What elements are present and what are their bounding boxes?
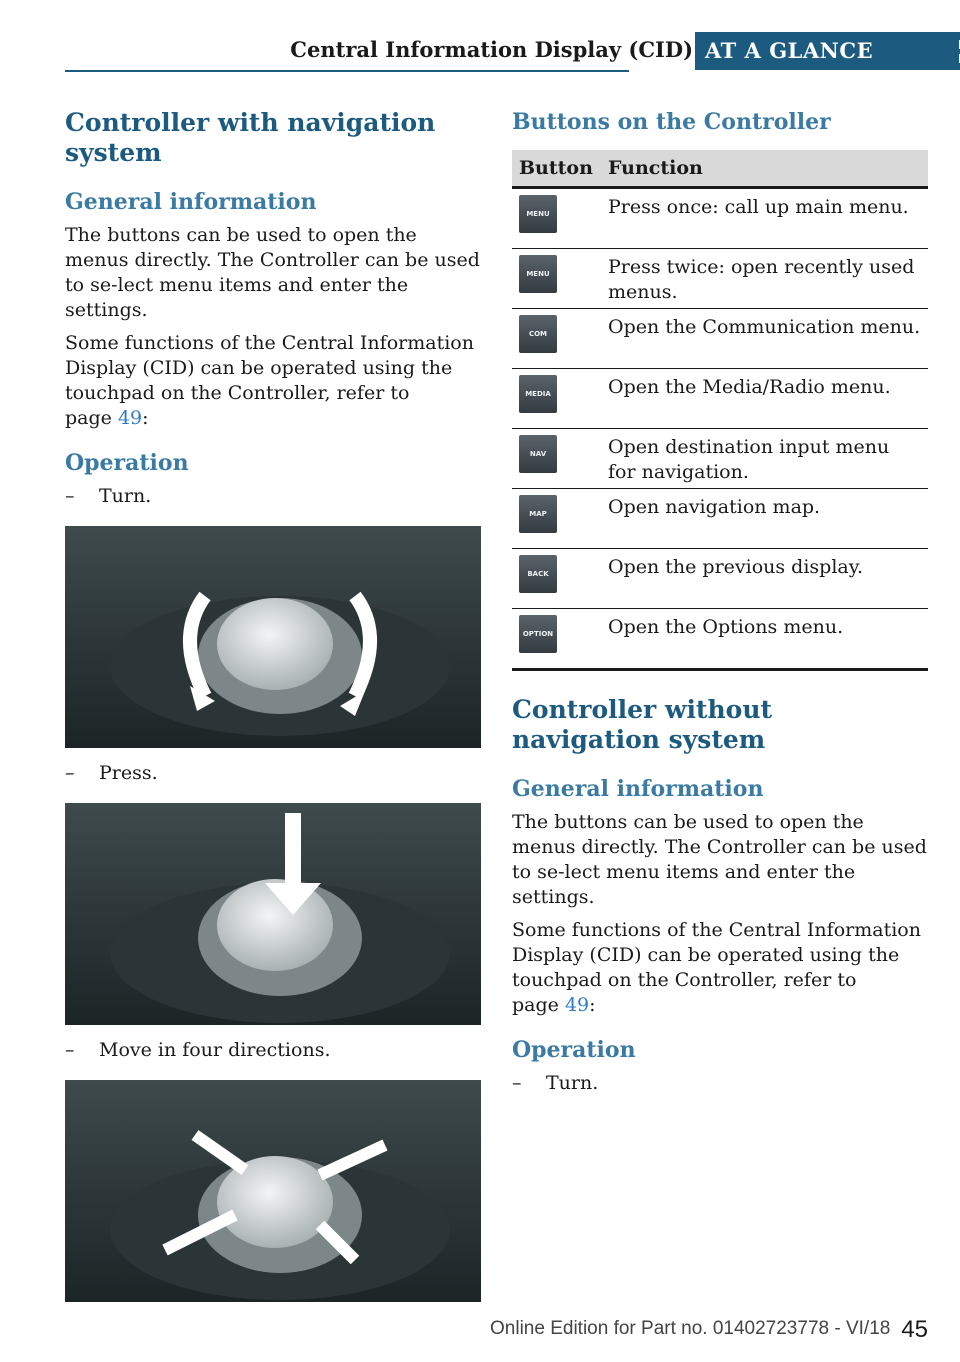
chapter-tab <box>695 32 960 70</box>
function-text: Open destination input menu for navigation. <box>601 429 928 489</box>
buttons-heading: Buttons on the Controller <box>512 109 831 135</box>
bullet-turn-2: – Turn. <box>512 1072 599 1094</box>
table-row <box>512 188 928 249</box>
table-header-row <box>512 150 928 188</box>
left-column <box>65 108 481 1302</box>
bullet-press: – Press. <box>65 762 158 784</box>
table-row <box>512 309 928 369</box>
page-header <box>65 30 927 72</box>
bullet-move: – Move in four directions. <box>65 1039 331 1061</box>
header-function: Function <box>601 150 928 188</box>
chapter-label: AT A GLANCE <box>705 38 874 63</box>
right-column <box>512 108 928 1096</box>
page-number: 45 <box>901 1316 928 1343</box>
operation-heading: Operation <box>65 450 189 476</box>
table-row <box>512 549 928 609</box>
table-row <box>512 369 928 429</box>
function-text: Press twice: open recently used menus. <box>601 249 928 309</box>
media-button-icon: MEDIA <box>519 375 557 413</box>
touchpad-paragraph-2: Some functions of the Central Information Display (CID) can be operated using the touchpad on the Controller, refer to page 49: <box>512 919 921 1016</box>
general-info-heading-2: General information <box>512 776 764 802</box>
controller-move-photo <box>65 1080 481 1302</box>
section-title: Central Information Display (CID) <box>290 37 693 62</box>
general-info-heading: General information <box>65 189 317 215</box>
back-button-icon: BACK <box>519 555 557 593</box>
function-text: Press once: call up main menu. <box>601 188 928 249</box>
nav-button-icon: NAV <box>519 435 557 473</box>
map-button-icon: MAP <box>519 495 557 533</box>
buttons-table <box>512 150 928 671</box>
table-row <box>512 249 928 309</box>
page-link-2[interactable]: 49 <box>564 994 590 1016</box>
function-text: Open navigation map. <box>601 489 928 549</box>
controller-turn-photo <box>65 526 481 748</box>
option-button-icon: OPTION <box>519 615 557 653</box>
function-text: Open the previous display. <box>601 549 928 609</box>
general-info-paragraph-2: The buttons can be used to open the menus directly. The Controller can be used to se‐lect menu items and enter the settings. <box>512 811 927 908</box>
section-heading-with-nav: Controller with navigation system <box>65 108 436 167</box>
header-button: Button <box>512 150 601 188</box>
function-text: Open the Media/Radio menu. <box>601 369 928 429</box>
page-link[interactable]: 49 <box>117 407 143 429</box>
touchpad-paragraph: Some functions of the Central Information Display (CID) can be operated using the touchpad on the Controller, refer to page 49: <box>65 332 474 429</box>
bullet-turn: – Turn. <box>65 485 152 507</box>
function-text: Open the Communication menu. <box>601 309 928 369</box>
header-rule <box>65 70 629 72</box>
table-row <box>512 609 928 670</box>
table-row <box>512 429 928 489</box>
section-heading-without-nav: Controller without navigation system <box>512 695 773 754</box>
edition-footer: Online Edition for Part no. 01402723778 - VI/18 <box>490 1318 891 1339</box>
com-button-icon: COM <box>519 315 557 353</box>
controller-press-photo <box>65 803 481 1025</box>
menu-button-icon: MENU <box>519 255 557 293</box>
general-info-paragraph: The buttons can be used to open the menus directly. The Controller can be used to se‐lect menu items and enter the settings. <box>65 224 480 321</box>
operation-heading-2: Operation <box>512 1037 636 1063</box>
table-row <box>512 489 928 549</box>
function-text: Open the Options menu. <box>601 609 928 670</box>
menu-button-icon: MENU <box>519 195 557 233</box>
